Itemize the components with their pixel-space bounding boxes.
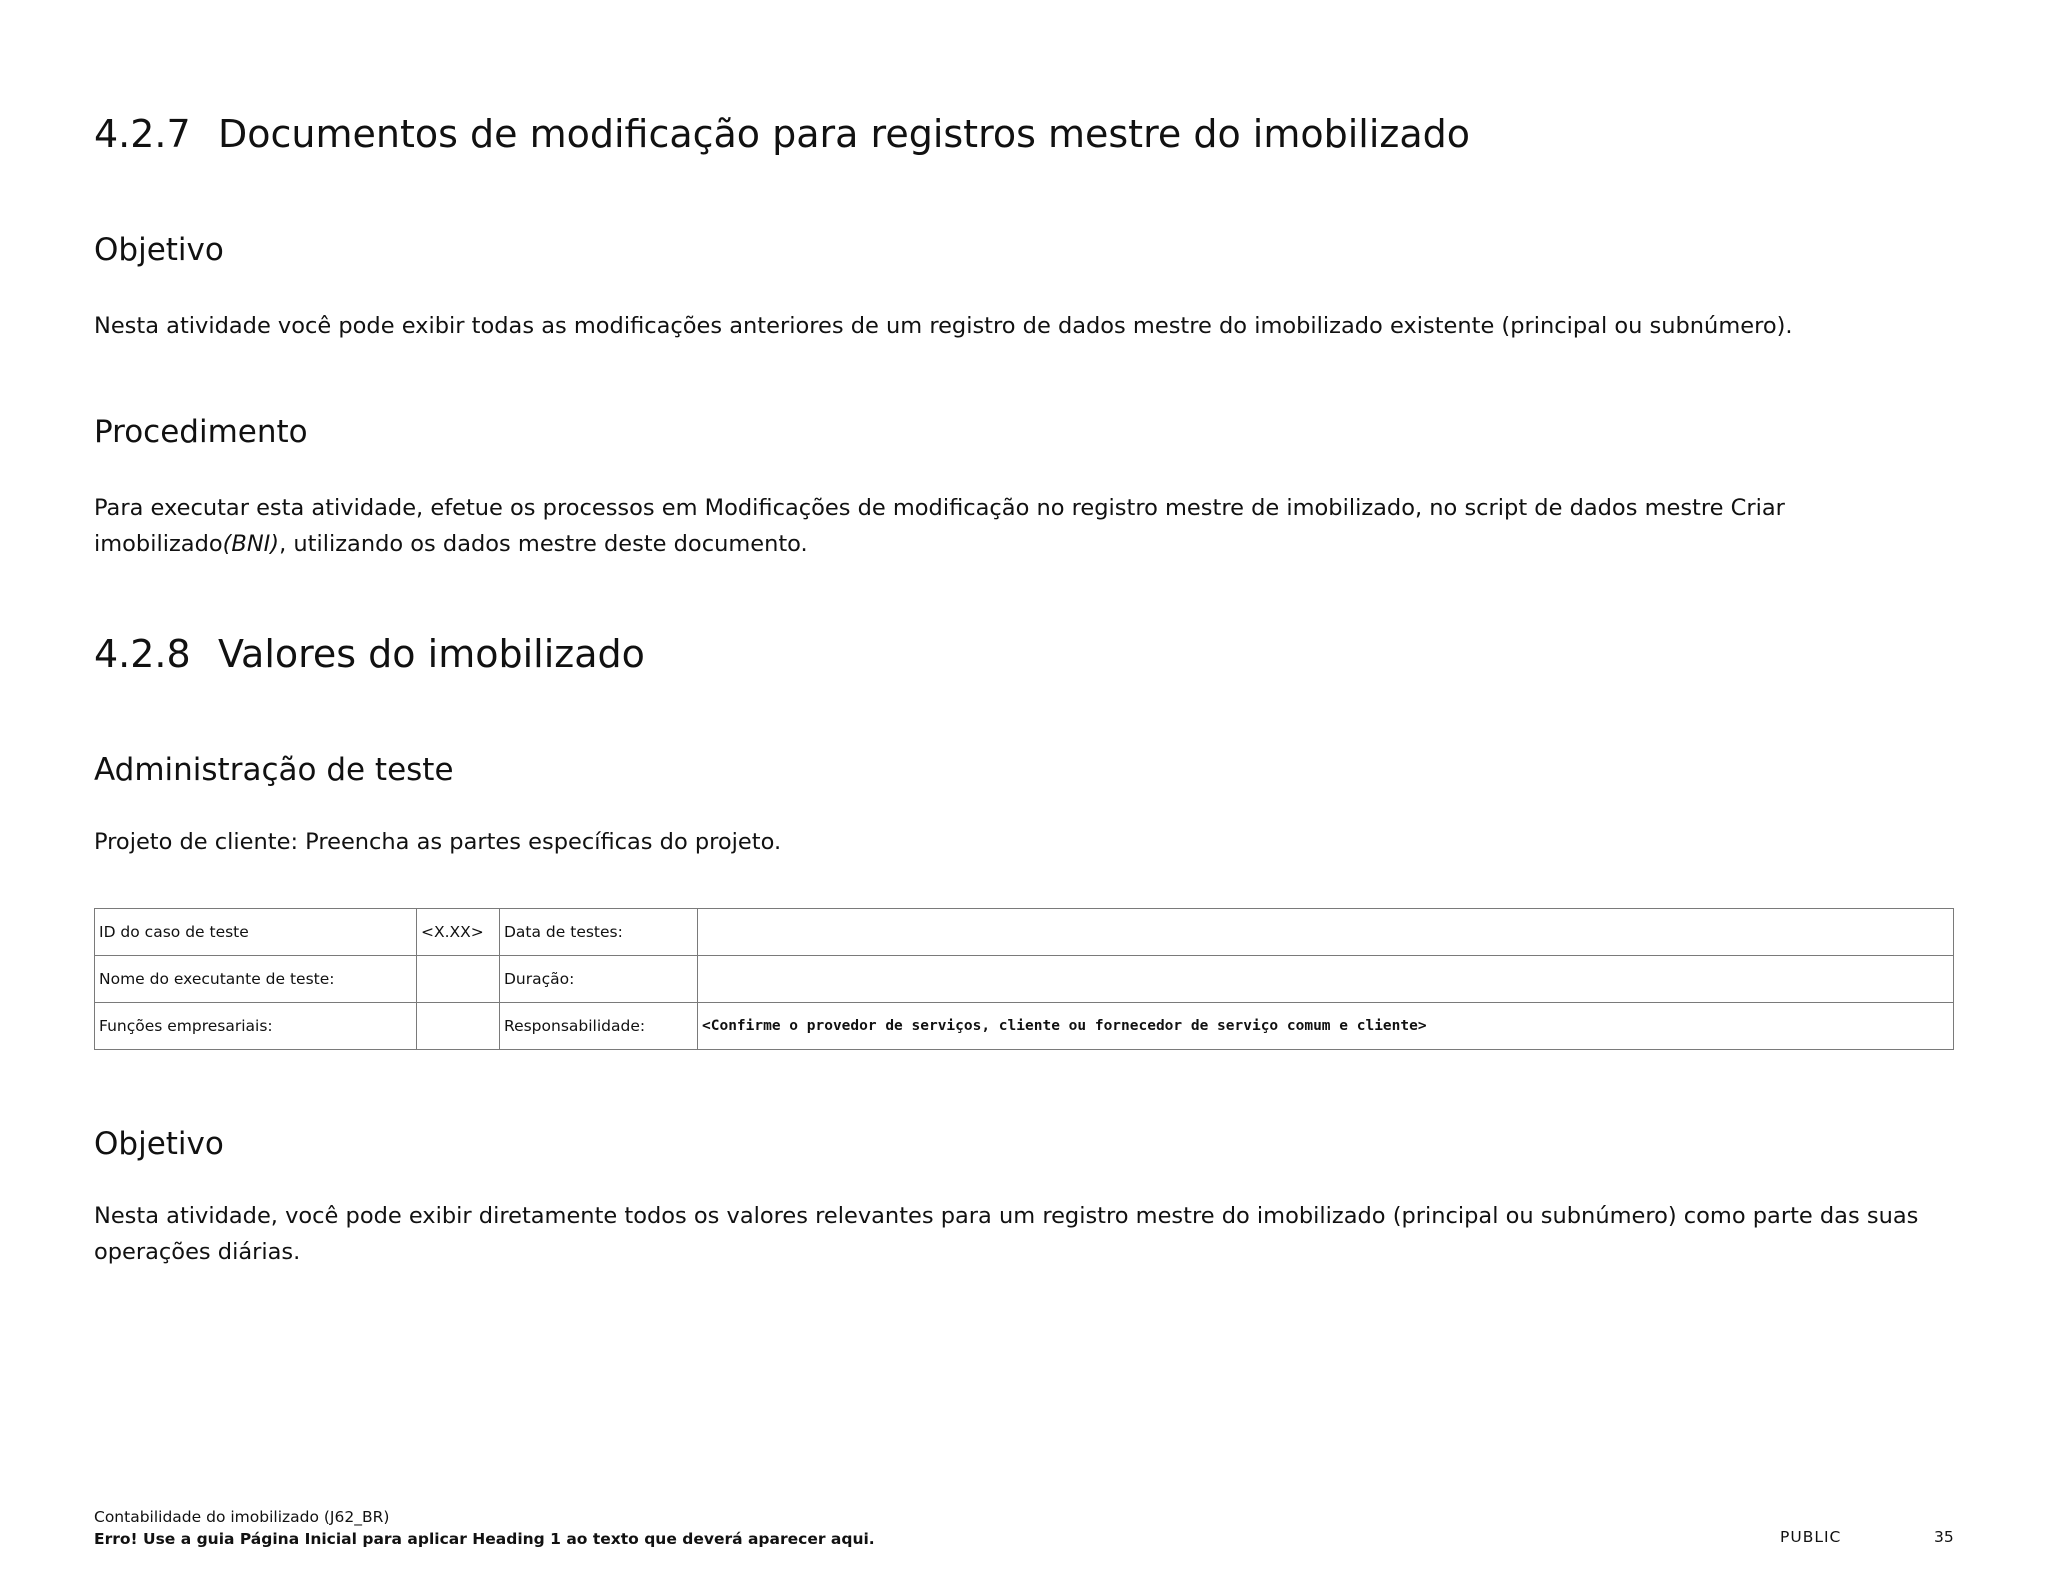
table-cell: Funções empresariais: <box>95 1003 417 1050</box>
section-number: 4.2.8 <box>94 632 191 676</box>
table-cell: <X.XX> <box>417 909 500 956</box>
section-number: 4.2.7 <box>94 112 191 156</box>
procedure-text <box>94 490 1964 562</box>
footer-left <box>94 1506 875 1550</box>
footer-doc-title: Contabilidade do imobilizado (J62_BR) <box>94 1508 390 1526</box>
section-title: Documentos de modificação para registros mestre do imobilizado <box>218 112 1470 156</box>
table-cell: Duração: <box>500 956 698 1003</box>
table-cell <box>698 956 1954 1003</box>
objective-text-428: Nesta atividade, você pode exibir diretamente todos os valores relevantes para um registro mestre do imobilizado (principal ou subnúmero) como parte das suas operações diárias. <box>94 1203 1919 1265</box>
footer-error-text: Erro! Use a guia Página Inicial para aplicar Heading 1 ao texto que deverá aparecer aqui. <box>94 1530 875 1548</box>
footer-page-number: 35 <box>1934 1528 1954 1546</box>
table-cell <box>698 909 1954 956</box>
procedure-text-code: (BNI) <box>222 531 280 557</box>
footer-classification: PUBLIC <box>1780 1528 1842 1546</box>
table-cell: ID do caso de teste <box>95 909 417 956</box>
objective-heading: Objetivo <box>94 232 224 268</box>
table-row <box>95 1003 1954 1050</box>
objective-heading-428: Objetivo <box>94 1126 224 1162</box>
test-admin-heading: Administração de teste <box>94 752 454 788</box>
procedure-heading: Procedimento <box>94 414 308 450</box>
section-heading-427 <box>94 112 1470 156</box>
objective-text: Nesta atividade você pode exibir todas as modificações anteriores de um registro de dados mestre do imobilizado existente (principal ou subnúmero). <box>94 313 1793 339</box>
responsibility-placeholder: <Confirme o provedor de serviços, cliente ou fornecedor de serviço comum e cliente> <box>698 1003 1954 1050</box>
table-cell: Nome do executante de teste: <box>95 956 417 1003</box>
section-title: Valores do imobilizado <box>218 632 645 676</box>
table-cell <box>417 956 500 1003</box>
test-admin-table <box>94 908 1954 1050</box>
procedure-text-part-2: , utilizando os dados mestre deste documento. <box>279 531 808 557</box>
procedure-text-part-1: Para executar esta atividade, efetue os processos em Modificações de modificação no registro mestre de imobilizado, no script de dados mestre Criar imobilizado <box>94 495 1785 557</box>
table-row <box>95 909 1954 956</box>
table-cell: Responsabilidade: <box>500 1003 698 1050</box>
table-cell: Data de testes: <box>500 909 698 956</box>
test-admin-text: Projeto de cliente: Preencha as partes específicas do projeto. <box>94 829 782 855</box>
table-row <box>95 956 1954 1003</box>
table-cell <box>417 1003 500 1050</box>
section-heading-428 <box>94 632 645 676</box>
